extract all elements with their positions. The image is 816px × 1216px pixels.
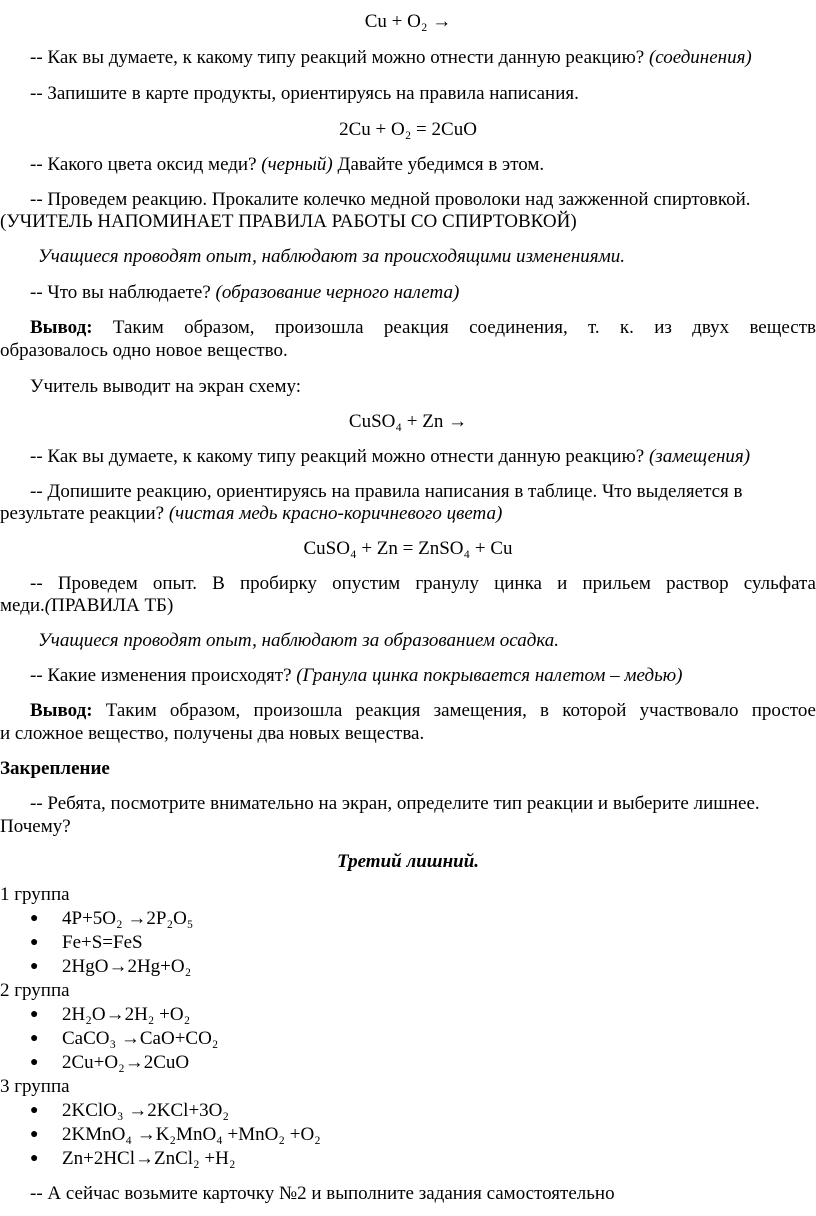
- conclusion-2: Вывод: Таким образом, произошла реакция замещения, в которой участвовало простое: [30, 700, 816, 721]
- task-answer: Третий лишний.: [336, 851, 480, 872]
- bullet-icon: ●: [30, 935, 39, 950]
- scheme-2: CuSO₄ + Zn →: [348, 411, 468, 432]
- task-question: -- Ребята, посмотрите внимательно на экран, определите тип реакции и выберите лишнее.: [30, 793, 760, 814]
- question-1: -- Как вы думаете, к какому типу реакций можно отнести данную реакцию? (соединения): [30, 47, 752, 68]
- conclusion-2-cont: и сложное вещество, получены два новых вещества.: [0, 723, 425, 744]
- instruction-3-cont: результате реакции? (чистая медь красно-коричневого цвета): [0, 503, 503, 524]
- question-2: -- Какого цвета оксид меди? (черный) Давайте убедимся в этом.: [30, 154, 545, 175]
- equation-2: CuSO₄ + Zn = ZnSO₄ + Cu: [303, 538, 513, 559]
- group-title: 3 группа: [0, 1076, 70, 1097]
- instruction-4-cont: меди.(ПРАВИЛА ТБ): [0, 595, 174, 616]
- student-action-1: Учащиеся проводят опыт, наблюдают за происходящими изменениями.: [38, 246, 625, 267]
- bullet-icon: ●: [30, 1055, 39, 1070]
- bullet-icon: ●: [30, 1151, 39, 1166]
- task-question-cont: Почему?: [0, 816, 71, 837]
- instruction-1: -- Запишите в карте продукты, ориентируясь на правила написания.: [30, 83, 579, 104]
- question-3: -- Что вы наблюдаете? (образование черного налета): [30, 282, 460, 303]
- teacher-note-2: Учитель выводит на экран схему:: [30, 376, 302, 397]
- scheme-1: Cu + O₂ →: [364, 11, 452, 32]
- instruction-3: -- Допишите реакцию, ориентируясь на правила написания в таблице. Что выделяется в: [30, 481, 743, 502]
- conclusion-1: Вывод: Таким образом, произошла реакция соединения, т. к. из двух веществ: [30, 317, 816, 338]
- student-action-2: Учащиеся проводят опыт, наблюдают за образованием осадка.: [38, 630, 560, 651]
- bullet-icon: ●: [30, 1127, 39, 1142]
- final-instruction: -- А сейчас возьмите карточку №2 и выполните задания самостоятельно: [30, 1183, 615, 1204]
- bullet-icon: ●: [30, 1031, 39, 1046]
- instruction-2: -- Проведем реакцию. Прокалите колечко медной проволоки над зажженной спиртовкой.: [30, 189, 751, 210]
- question-4: -- Как вы думаете, к какому типу реакций можно отнести данную реакцию? (замещения): [30, 446, 751, 467]
- equation-1: 2Cu + O₂ = 2CuO: [339, 119, 477, 140]
- conclusion-1-cont: образовалось одно новое вещество.: [0, 340, 288, 361]
- bullet-icon: ●: [30, 1007, 39, 1022]
- bullet-icon: ●: [30, 959, 39, 974]
- question-5: -- Какие изменения происходят? (Гранула цинка покрывается налетом – медью): [30, 665, 683, 686]
- group-title: 2 группа: [0, 980, 70, 1001]
- instruction-4: -- Проведем опыт. В пробирку опустим гранулу цинка и прильем раствор сульфата: [30, 573, 816, 594]
- section-heading: Закрепление: [0, 758, 110, 779]
- bullet-icon: ●: [30, 911, 39, 926]
- bullet-icon: ●: [30, 1103, 39, 1118]
- group-title: 1 группа: [0, 884, 70, 905]
- teacher-note-1: (УЧИТЕЛЬ НАПОМИНАЕТ ПРАВИЛА РАБОТЫ СО СПИРТОВКОЙ): [0, 211, 577, 232]
